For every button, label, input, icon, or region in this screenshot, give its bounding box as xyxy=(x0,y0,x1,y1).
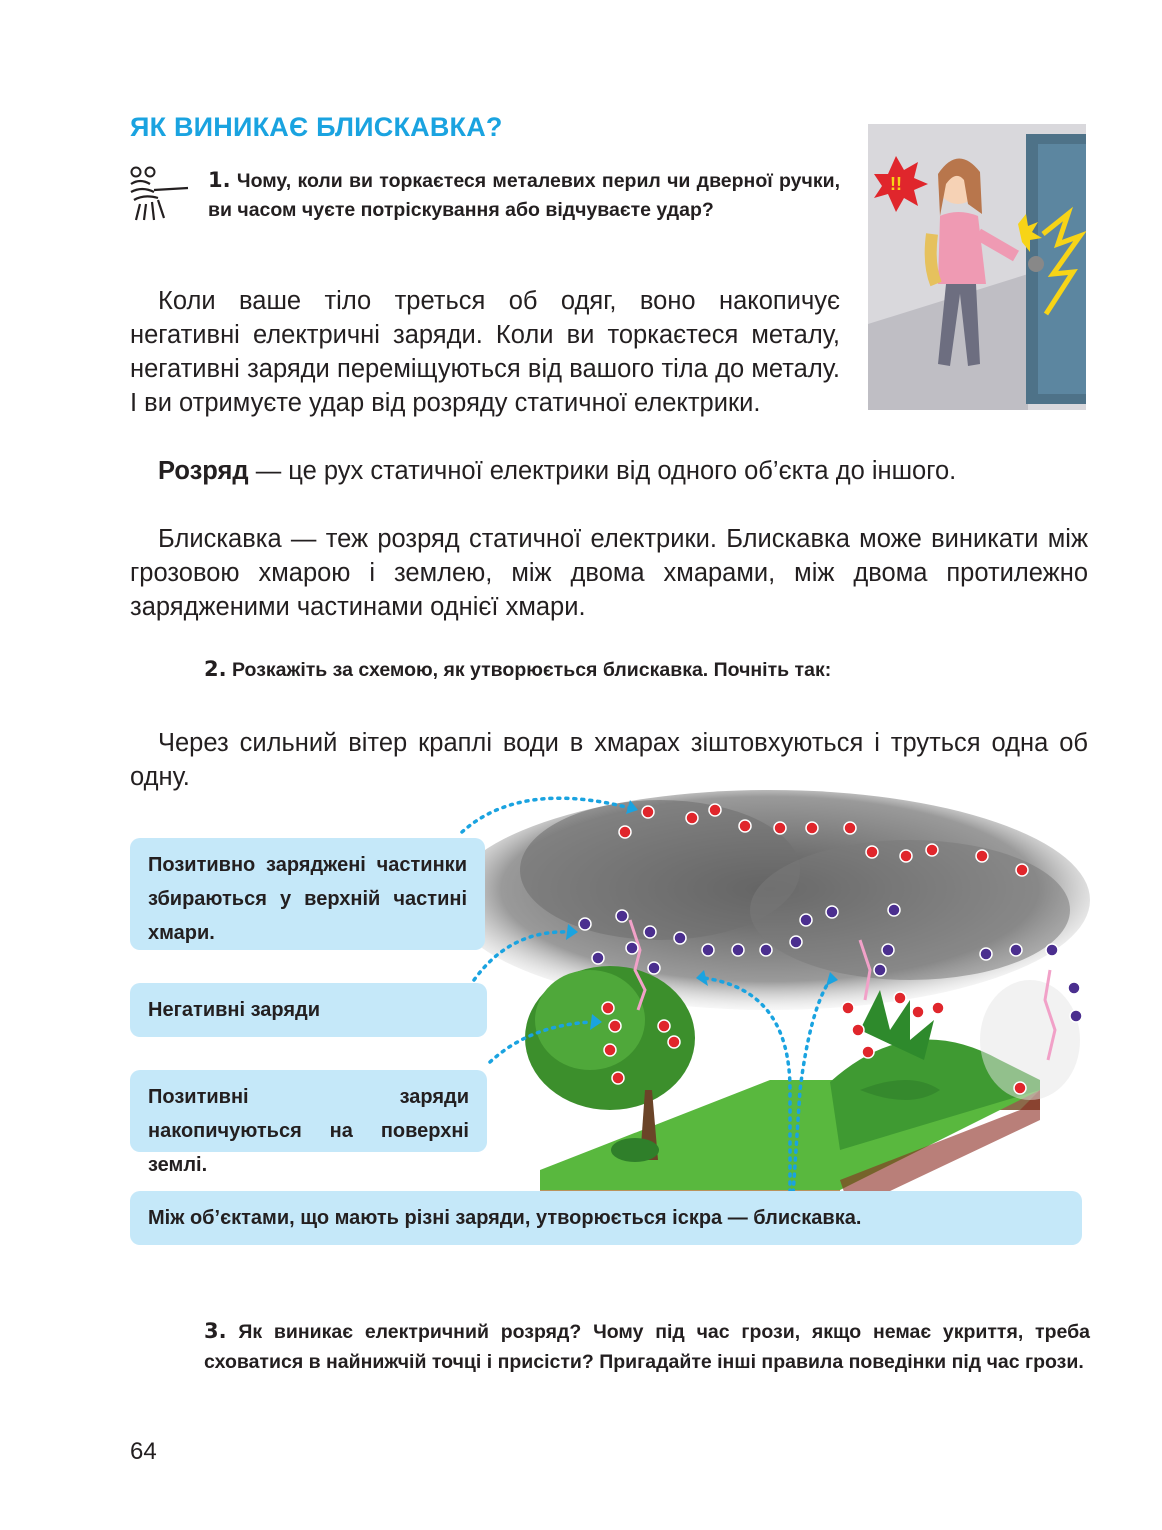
question-3-text: Як виникає електричний розряд? Чому під час грози, якщо немає укриття, треба сховатися в найнижчій точці і присісти? Пригадайте інші правила поведінки під час грози. xyxy=(204,1321,1090,1373)
discharge-definition-text: — це рух статичної електрики від одного об’єкта до іншого. xyxy=(248,457,957,485)
discharge-term: Розряд xyxy=(158,457,249,485)
negative-charges-box: Негативні заряди xyxy=(130,983,487,1037)
svg-text:!!: !! xyxy=(890,174,902,194)
page-title: ЯК ВИНИКАЄ БЛИСКАВКА? xyxy=(130,112,503,142)
discussion-icon xyxy=(128,164,192,228)
page-number: 64 xyxy=(130,1438,157,1465)
question-2 xyxy=(204,657,831,682)
question-3 xyxy=(204,1316,1090,1377)
paragraph-start-answer: Через сильний вітер краплі води в хмарах зіштовхуються і труться одна об одну. xyxy=(130,729,1088,791)
question-1 xyxy=(208,166,840,225)
static-shock-illustration xyxy=(868,124,1086,410)
question-1-text: Чому, коли ви торкаєтеся металевих перил чи дверної ручки, ви часом чуєте потріскування або відчуваєте удар? xyxy=(208,170,840,221)
positive-charges-ground-box: Позитивні заряди накопичуються на поверхні землі. xyxy=(130,1070,487,1152)
question-3-number: 3. xyxy=(204,1319,227,1343)
spark-lightning-box: Між об’єктами, що мають різні заряди, утворюється іскра — блискавка. xyxy=(130,1191,1082,1245)
question-2-number: 2. xyxy=(204,657,227,681)
question-1-number: 1. xyxy=(208,168,231,192)
question-2-text: Розкажіть за схемою, як утворюється блискавка. Почніть так: xyxy=(232,659,832,681)
lightning-formation-diagram xyxy=(440,790,1090,1250)
paragraph-static-shock: Коли ваше тіло треться об одяг, воно накопичує негативні електричні заряди. Коли ви торкаєтеся металу, негативні заряди переміщуються від вашого тіла до металу. І ви отримуєте удар від розряду статичної електрики. xyxy=(130,287,840,417)
positive-particles-top-box: Позитивно заряджені частинки збираються у верхній частині хмари. xyxy=(130,838,485,950)
paragraph-lightning: Блискавка — теж розряд статичної електрики. Блискавка може виникати між грозовою хмарою і землею, між двома хмарами, між двома протилежно зарядженими частинами однієї хмари. xyxy=(130,525,1088,621)
paragraph-discharge-definition xyxy=(130,454,1088,488)
